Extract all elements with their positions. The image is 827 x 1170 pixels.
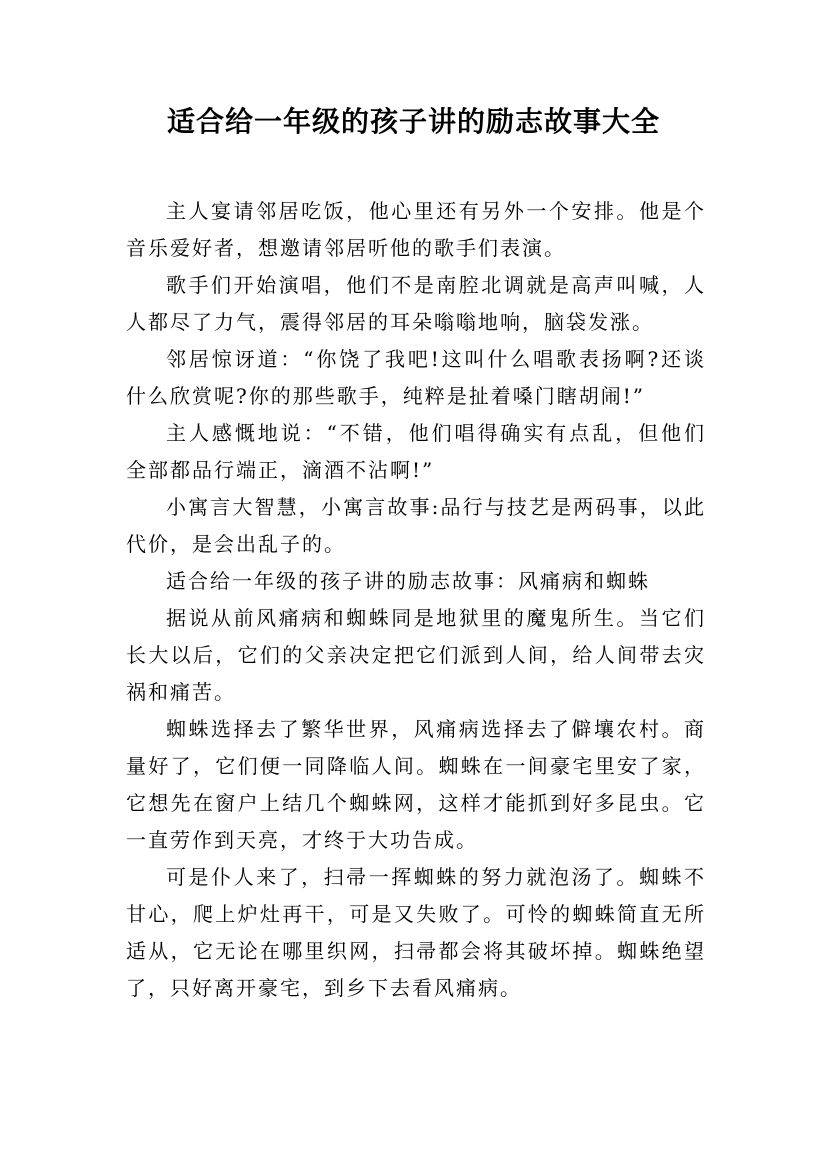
paragraph-2: 歌手们开始演唱，他们不是南腔北调就是高声叫喊，人人都尽了力气，震得邻居的耳朵嗡嗡地响，脑袋发涨。	[126, 273, 706, 334]
paragraph-7: 蜘蛛选择去了繁华世界，风痛病选择去了僻壤农村。商量好了，它们便一同降临人间。蜘蛛在一间豪宅里安了家，它想先在窗户上结几个蜘蛛网，这样才能抓到好多昆虫。它一直劳作到天亮，才终于大功告成。	[126, 717, 706, 852]
paragraph-4: 主人感慨地说：“不错，他们唱得确实有点乱，但他们全部都品行端正，滴酒不沾啊!”	[126, 421, 706, 482]
paragraph-1: 主人宴请邻居吃饭，他心里还有另外一个安排。他是个音乐爱好者，想邀请邻居听他的歌手们表演。	[126, 199, 706, 260]
paragraph-6: 据说从前风痛病和蜘蛛同是地狱里的魔鬼所生。当它们长大以后，它们的父亲决定把它们派到人间，给人间带去灾祸和痛苦。	[126, 606, 706, 704]
section-heading: 适合给一年级的孩子讲的励志故事：风痛病和蜘蛛	[166, 569, 650, 593]
paragraph-8: 可是仆人来了，扫帚一挥蜘蛛的努力就泡汤了。蜘蛛不甘心，爬上炉灶再干，可是又失败了。可怜的蜘蛛简直无所适从，它无论在哪里织网，扫帚都会将其破坏掉。蜘蛛绝望了，只好离开豪宅，到乡下去看风痛病。	[126, 865, 706, 1000]
article-body	[126, 193, 706, 1007]
paragraph-3: 邻居惊讶道：“你饶了我吧!这叫什么唱歌表扬啊?还谈什么欣赏呢?你的那些歌手，纯粹是扯着嗓门瞎胡闹!”	[126, 347, 706, 408]
page-title: 适合给一年级的孩子讲的励志故事大全	[166, 105, 660, 138]
paragraph-5: 小寓言大智慧，小寓言故事:品行与技艺是两码事，以此代价，是会出乱子的。	[126, 495, 706, 556]
